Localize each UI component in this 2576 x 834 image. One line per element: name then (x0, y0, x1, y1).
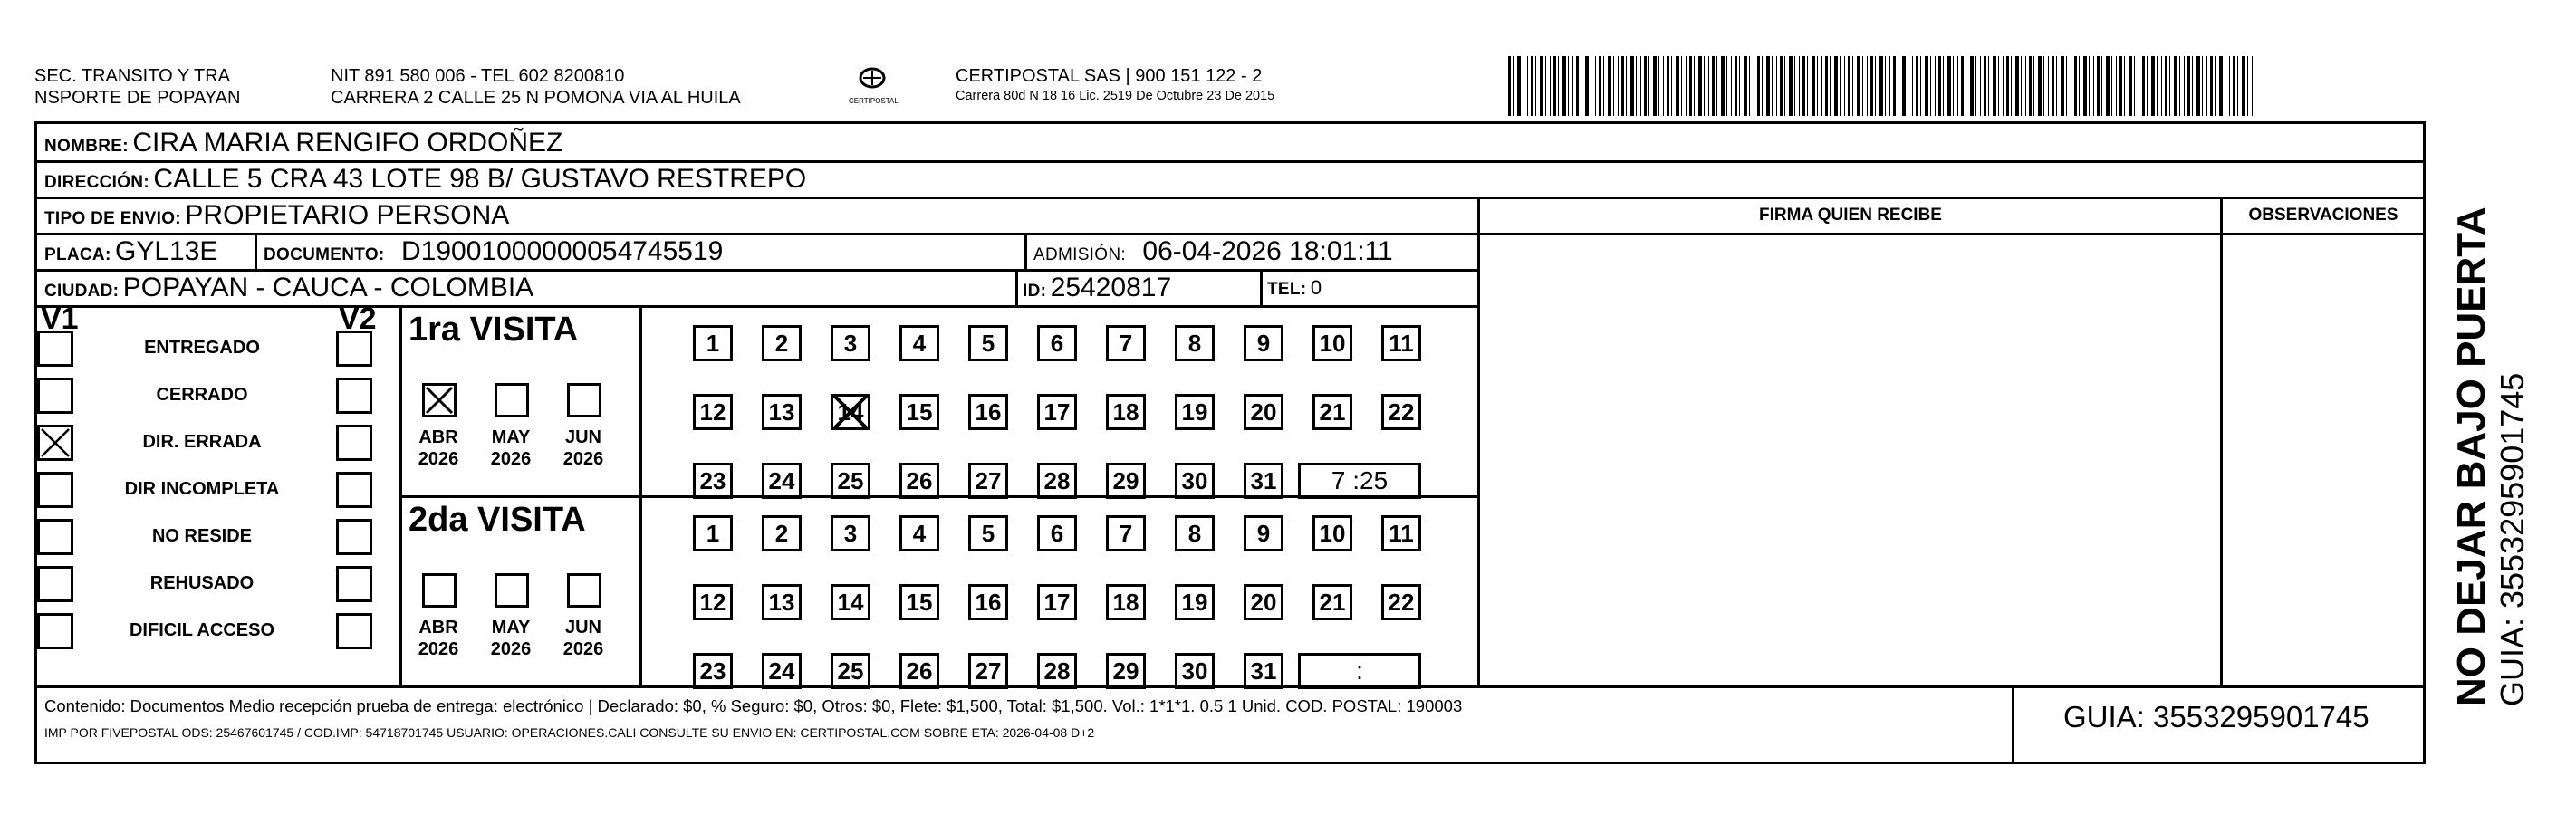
day-box[interactable]: 21 (1312, 394, 1352, 430)
day-box[interactable]: 13 (762, 584, 802, 620)
nombre-row (44, 126, 562, 165)
month-year: 2026 (562, 639, 604, 659)
day-box[interactable]: 5 (968, 515, 1008, 551)
v1-checkbox[interactable] (37, 519, 73, 555)
day-box[interactable]: 1 (693, 515, 733, 551)
contenido-text: Contenido: Documentos Medio recepción prueba de entrega: electrónico | Declarado: $0, % Seguro: $0, Otros: $0, Flete: $1,500, Total: $1,500. Vol.: 1*1*1. 0.5 1 Unid. COD. POSTAL: 190003 (44, 696, 1463, 715)
direccion-value: CALLE 5 CRA 43 LOTE 98 B/ GUSTAVO RESTREPO (153, 164, 807, 194)
month-year: 2026 (418, 449, 459, 469)
documento-value: D19001000000054745519 (401, 236, 724, 266)
day-box[interactable]: 13 (762, 394, 802, 430)
month-name: ABR (418, 427, 458, 447)
placa-row (44, 235, 217, 273)
nombre-value: CIRA MARIA RENGIFO ORDOÑEZ (132, 128, 563, 158)
tel-row (1267, 271, 1322, 308)
side-warning: NO DEJAR BAJO PUERTA (2449, 206, 2494, 706)
day-box[interactable]: 21 (1312, 584, 1352, 620)
direccion-label: DIRECCIÓN: (44, 173, 149, 192)
day-box[interactable]: 14 (831, 394, 870, 430)
month-checkbox[interactable] (495, 383, 529, 417)
month-name: MAY (491, 618, 531, 637)
sender-line-1: SEC. TRANSITO Y TRA (34, 66, 230, 86)
day-box[interactable]: 31 (1244, 653, 1283, 689)
day-box[interactable]: 10 (1312, 515, 1352, 551)
day-box[interactable]: 3 (831, 515, 870, 551)
day-box[interactable]: 16 (968, 584, 1008, 620)
day-box[interactable]: 8 (1175, 325, 1215, 361)
day-box[interactable]: 26 (899, 463, 939, 499)
logo-text: CERTIPOSTAL (849, 97, 899, 105)
day-box[interactable]: 17 (1037, 584, 1077, 620)
day-box[interactable]: 11 (1381, 515, 1421, 551)
tipo-row (44, 198, 509, 237)
month-checkbox[interactable] (567, 383, 601, 417)
status-label: DIR INCOMPLETA (124, 479, 280, 499)
day-box[interactable]: 17 (1037, 394, 1077, 430)
day-box[interactable]: 23 (693, 463, 733, 499)
v1-checkbox[interactable] (37, 472, 73, 508)
day-box[interactable]: 28 (1037, 463, 1077, 499)
day-box[interactable]: 19 (1175, 394, 1215, 430)
ciudad-value: POPAYAN - CAUCA - COLOMBIA (122, 273, 534, 302)
day-box[interactable]: 18 (1106, 584, 1146, 620)
status-label: REHUSADO (149, 573, 255, 593)
month-checkbox[interactable] (495, 573, 529, 608)
visit-title: 2da VISITA (409, 501, 586, 539)
day-box[interactable]: 12 (693, 394, 733, 430)
direccion-row (44, 162, 806, 201)
month-year: 2026 (490, 449, 532, 469)
month-checkbox[interactable] (422, 383, 457, 417)
id-value: 25420817 (1050, 273, 1172, 302)
sender-contact (331, 65, 741, 109)
day-box[interactable]: 25 (831, 463, 870, 499)
status-label: DIFICIL ACCESO (129, 620, 274, 640)
imp-text: IMP POR FIVEPOSTAL ODS: 25467601745 / COD.IMP: 54718701745 USUARIO: OPERACIONES.CALI CONSULTE SU ENVIO EN: CERTIPOSTAL.COM SOBRE ETA: 2026-04-08 D+2 (44, 725, 1095, 740)
nombre-label: NOMBRE: (44, 137, 129, 156)
delivery-form (34, 121, 2426, 764)
month-name: ABR (418, 618, 458, 637)
month-label (411, 427, 466, 470)
id-row (1023, 271, 1171, 310)
day-box[interactable]: 9 (1244, 515, 1283, 551)
day-box[interactable]: 22 (1381, 584, 1421, 620)
day-box[interactable]: 5 (968, 325, 1008, 361)
day-box[interactable]: 6 (1037, 325, 1077, 361)
status-label: NO RESIDE (151, 526, 253, 546)
day-box[interactable]: 20 (1244, 394, 1283, 430)
footer-guia: GUIA: 3553295901745 (2063, 700, 2369, 733)
v1-checkbox[interactable] (37, 331, 73, 367)
day-box[interactable]: 7 (1106, 515, 1146, 551)
time-box[interactable]: 7 :25 (1298, 463, 1421, 499)
day-box[interactable]: 18 (1106, 394, 1146, 430)
day-box[interactable]: 10 (1312, 325, 1352, 361)
admision-row (1033, 235, 1393, 273)
month-checkbox[interactable] (567, 573, 601, 608)
month-checkbox[interactable] (422, 573, 457, 608)
address-line: CARRERA 2 CALLE 25 N POMONA VIA AL HUILA (331, 88, 741, 108)
day-box[interactable]: 23 (693, 653, 733, 689)
month-year: 2026 (562, 449, 604, 469)
day-box[interactable]: 4 (899, 325, 939, 361)
visit-title: 1ra VISITA (409, 311, 579, 349)
v1-checkbox[interactable] (37, 425, 73, 461)
day-box[interactable]: 24 (762, 653, 802, 689)
month-name: JUN (564, 618, 601, 637)
day-box[interactable]: 25 (831, 653, 870, 689)
day-box[interactable]: 29 (1106, 463, 1146, 499)
placa-value: GYL13E (115, 236, 218, 266)
v2-checkbox[interactable] (336, 566, 372, 602)
barcode (1508, 56, 2253, 116)
tel-label: TEL: (1267, 280, 1307, 299)
v2-checkbox[interactable] (336, 613, 372, 649)
month-label (411, 617, 466, 660)
documento-label: DOCUMENTO: (264, 245, 385, 264)
admision-label: ADMISIÓN: (1033, 245, 1126, 264)
side-vertical-text (2450, 206, 2532, 706)
day-box[interactable]: 26 (899, 653, 939, 689)
v1-checkbox[interactable] (37, 613, 73, 649)
day-box[interactable]: 2 (762, 325, 802, 361)
day-box[interactable]: 31 (1244, 463, 1283, 499)
month-year: 2026 (490, 639, 532, 659)
documento-row (264, 235, 723, 273)
certipostal-logo (847, 65, 933, 112)
tipo-value: PROPIETARIO PERSONA (185, 200, 510, 230)
v1-label: V1 (41, 302, 79, 336)
month-label (484, 427, 538, 470)
day-box[interactable]: 27 (968, 653, 1008, 689)
status-label: DIR. ERRADA (142, 432, 262, 452)
day-box[interactable]: 1 (693, 325, 733, 361)
day-box[interactable]: 9 (1244, 325, 1283, 361)
day-box[interactable]: 28 (1037, 653, 1077, 689)
v2-checkbox[interactable] (336, 331, 372, 367)
day-box[interactable]: 22 (1381, 394, 1421, 430)
firma-header: FIRMA QUIEN RECIBE (1759, 206, 1942, 225)
time-box[interactable]: : (1298, 653, 1421, 689)
day-box[interactable]: 14 (831, 584, 870, 620)
day-box[interactable]: 27 (968, 463, 1008, 499)
month-label (556, 617, 610, 660)
v2-checkbox[interactable] (336, 425, 372, 461)
month-name: MAY (491, 427, 531, 447)
month-name: JUN (564, 427, 601, 447)
day-box[interactable]: 16 (968, 394, 1008, 430)
v1-checkbox[interactable] (37, 566, 73, 602)
day-box[interactable]: 19 (1175, 584, 1215, 620)
status-label: CERRADO (156, 385, 248, 405)
v2-checkbox[interactable] (336, 378, 372, 414)
day-box[interactable]: 7 (1106, 325, 1146, 361)
v2-checkbox[interactable] (336, 519, 372, 555)
day-box[interactable]: 20 (1244, 584, 1283, 620)
sender-line-2: NSPORTE DE POPAYAN (34, 88, 241, 108)
day-box[interactable]: 15 (899, 394, 939, 430)
observaciones-header: OBSERVACIONES (2248, 206, 2398, 225)
month-year: 2026 (418, 639, 459, 659)
status-label: ENTREGADO (144, 338, 260, 358)
day-box[interactable]: 30 (1175, 653, 1215, 689)
v1-checkbox[interactable] (37, 378, 73, 414)
ciudad-row (44, 271, 533, 310)
day-box[interactable]: 4 (899, 515, 939, 551)
sender-name (34, 65, 240, 109)
day-box[interactable]: 30 (1175, 463, 1215, 499)
month-label (484, 617, 538, 660)
v2-label: V2 (339, 302, 377, 336)
license-line: Carrera 80d N 18 16 Lic. 2519 De Octubre 23 De 2015 (956, 89, 1275, 103)
company-line: CERTIPOSTAL SAS | 900 151 122 - 2 (956, 66, 1263, 86)
day-box[interactable]: 3 (831, 325, 870, 361)
tipo-label: TIPO DE ENVIO: (44, 209, 181, 228)
v2-checkbox[interactable] (336, 472, 372, 508)
nit-line: NIT 891 580 006 - TEL 602 8200810 (331, 66, 625, 86)
tel-value: 0 (1310, 276, 1322, 299)
admision-value: 06-04-2026 18:01:11 (1142, 236, 1393, 266)
day-box[interactable]: 29 (1106, 653, 1146, 689)
day-box[interactable]: 24 (762, 463, 802, 499)
day-box[interactable]: 11 (1381, 325, 1421, 361)
side-guia: GUIA: 3553295901745 (2494, 372, 2531, 706)
day-box[interactable]: 2 (762, 515, 802, 551)
day-box[interactable]: 6 (1037, 515, 1077, 551)
day-box[interactable]: 12 (693, 584, 733, 620)
ciudad-label: CIUDAD: (44, 282, 120, 301)
day-box[interactable]: 15 (899, 584, 939, 620)
month-label (556, 427, 610, 470)
placa-label: PLACA: (44, 245, 111, 264)
company-info (956, 65, 1274, 105)
day-box[interactable]: 8 (1175, 515, 1215, 551)
id-label: ID: (1023, 282, 1047, 301)
